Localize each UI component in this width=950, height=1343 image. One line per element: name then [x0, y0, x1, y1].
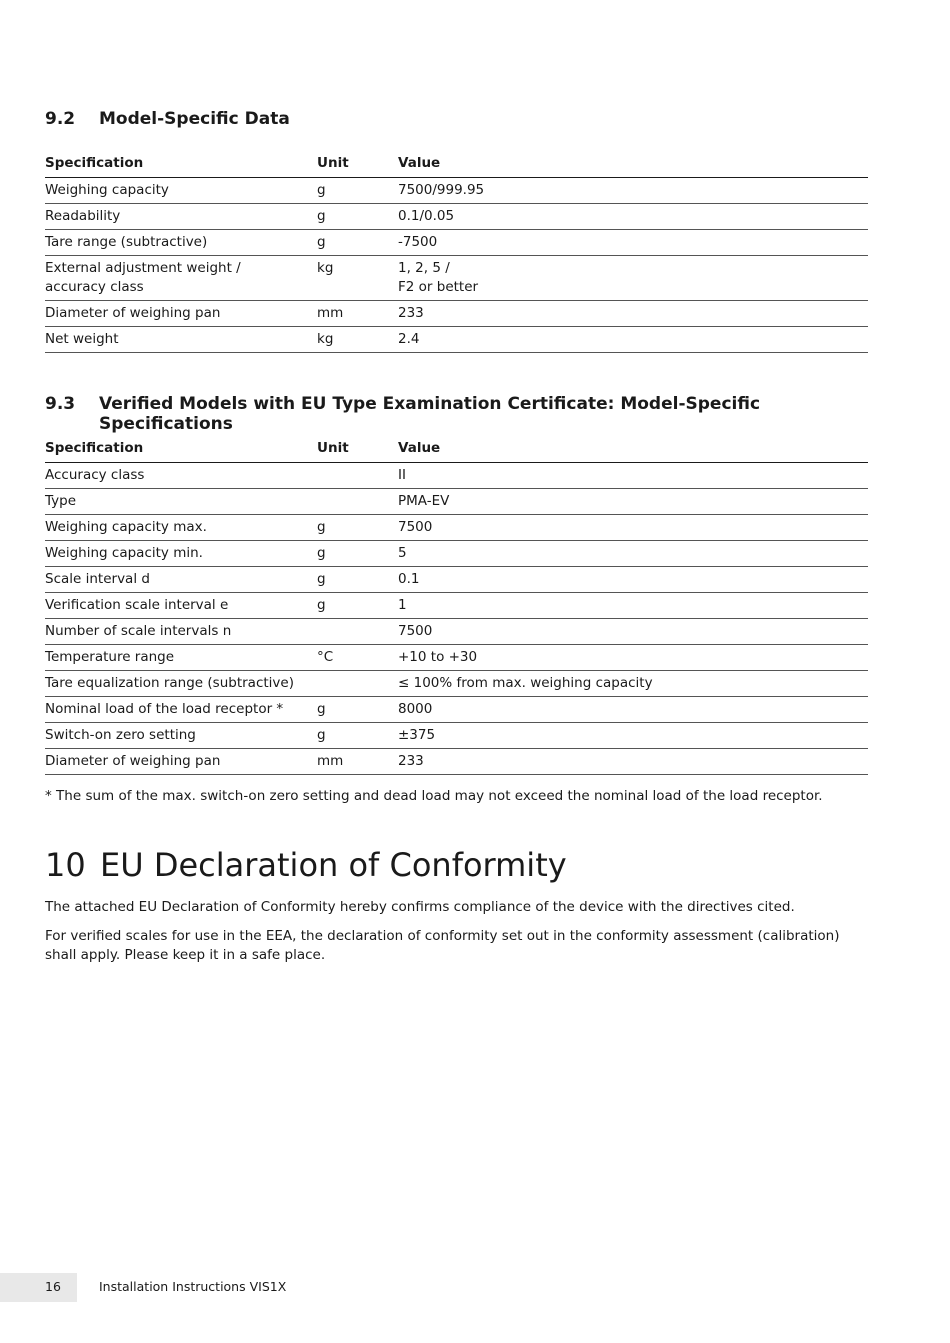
paragraph: The attached EU Declaration of Conformity hereby confirms compliance of the device with the directives cited.: [45, 899, 795, 915]
model-specific-data-table: [45, 155, 868, 353]
cell-value: 233: [398, 749, 868, 775]
table-row: [45, 463, 868, 489]
cell-unit: g: [317, 178, 398, 204]
section-title: Model-Specific Data: [99, 109, 290, 129]
cell-value: 0.1/0.05: [398, 204, 868, 230]
section-heading-9-2: [45, 109, 290, 129]
column-header-specification: Specification: [45, 155, 317, 178]
cell-specification: External adjustment weight / accuracy class: [45, 256, 317, 301]
table-row: [45, 204, 868, 230]
paragraph: For verified scales for use in the EEA, the declaration of conformity set out in the conformity assessment (calibration) shall apply. Please keep it in a safe place.: [45, 928, 840, 963]
table-row: [45, 619, 868, 645]
cell-specification: Tare equalization range (subtractive): [45, 671, 317, 697]
cell-unit: [317, 463, 398, 489]
cell-specification: Number of scale intervals n: [45, 619, 317, 645]
table-row: [45, 645, 868, 671]
cell-unit: g: [317, 697, 398, 723]
cell-specification: Nominal load of the load receptor *: [45, 697, 317, 723]
column-header-unit: Unit: [317, 440, 398, 463]
cell-unit: [317, 619, 398, 645]
cell-value: 0.1: [398, 567, 868, 593]
table-row: [45, 671, 868, 697]
cell-unit: mm: [317, 749, 398, 775]
cell-value: ≤ 100% from max. weighing capacity: [398, 671, 868, 697]
cell-value: 1, 2, 5 / F2 or better: [398, 256, 868, 301]
table-row: [45, 178, 868, 204]
cell-value: +10 to +30: [398, 645, 868, 671]
cell-unit: kg: [317, 327, 398, 353]
cell-specification: Temperature range: [45, 645, 317, 671]
table-row: [45, 489, 868, 515]
cell-unit: g: [317, 515, 398, 541]
cell-value: 1: [398, 593, 868, 619]
cell-specification: Weighing capacity: [45, 178, 317, 204]
cell-value: 8000: [398, 697, 868, 723]
column-header-unit: Unit: [317, 155, 398, 178]
cell-specification: Tare range (subtractive): [45, 230, 317, 256]
table-row: [45, 749, 868, 775]
table-header-row: [45, 155, 868, 178]
table-row: [45, 230, 868, 256]
cell-unit: g: [317, 593, 398, 619]
cell-specification: Accuracy class: [45, 463, 317, 489]
table-row: [45, 327, 868, 353]
cell-value: 7500: [398, 515, 868, 541]
cell-unit: g: [317, 204, 398, 230]
cell-unit: g: [317, 723, 398, 749]
cell-unit: mm: [317, 301, 398, 327]
section-number: 9.3: [45, 394, 76, 414]
section-number: 9.2: [45, 109, 76, 129]
column-header-value: Value: [398, 440, 868, 463]
cell-unit: [317, 489, 398, 515]
chapter-title: EU Declaration of Conformity: [100, 846, 567, 884]
cell-unit: g: [317, 230, 398, 256]
table-header-row: [45, 440, 868, 463]
cell-unit: g: [317, 541, 398, 567]
cell-unit: kg: [317, 256, 398, 301]
cell-specification: Diameter of weighing pan: [45, 749, 317, 775]
table-row: [45, 515, 868, 541]
verified-models-table: [45, 440, 868, 775]
cell-specification: Weighing capacity max.: [45, 515, 317, 541]
table-row: [45, 541, 868, 567]
cell-specification: Diameter of weighing pan: [45, 301, 317, 327]
chapter-number: 10: [45, 846, 86, 884]
cell-specification: Readability: [45, 204, 317, 230]
cell-value: 2.4: [398, 327, 868, 353]
table-row: [45, 697, 868, 723]
cell-value: 5: [398, 541, 868, 567]
cell-specification: Switch-on zero setting: [45, 723, 317, 749]
table-row: [45, 256, 868, 301]
cell-value: 7500: [398, 619, 868, 645]
cell-value: PMA-EV: [398, 489, 868, 515]
cell-specification: Type: [45, 489, 317, 515]
column-header-value: Value: [398, 155, 868, 178]
section-title: Verified Models with EU Type Examination Certificate: Model-Specific Specifications: [99, 394, 761, 434]
cell-specification: Net weight: [45, 327, 317, 353]
table-row: [45, 723, 868, 749]
column-header-specification: Specification: [45, 440, 317, 463]
cell-value: -7500: [398, 230, 868, 256]
table-row: [45, 301, 868, 327]
table-row: [45, 567, 868, 593]
cell-specification: Scale interval d: [45, 567, 317, 593]
cell-specification: Weighing capacity min.: [45, 541, 317, 567]
chapter-heading-10: [45, 846, 567, 884]
cell-unit: °C: [317, 645, 398, 671]
table-row: [45, 593, 868, 619]
cell-value: II: [398, 463, 868, 489]
footer-doc-title: Installation Instructions VIS1X: [99, 1279, 287, 1294]
footnote: * The sum of the max. switch-on zero setting and dead load may not exceed the nominal load of the load receptor.: [45, 788, 823, 804]
cell-value: 7500/999.95: [398, 178, 868, 204]
cell-specification: Verification scale interval e: [45, 593, 317, 619]
footer-page-tab: [0, 1273, 77, 1302]
cell-unit: g: [317, 567, 398, 593]
cell-value: ±375: [398, 723, 868, 749]
cell-value: 233: [398, 301, 868, 327]
section-heading-9-3: [45, 394, 868, 434]
page-number: 16: [45, 1279, 61, 1294]
cell-unit: [317, 671, 398, 697]
